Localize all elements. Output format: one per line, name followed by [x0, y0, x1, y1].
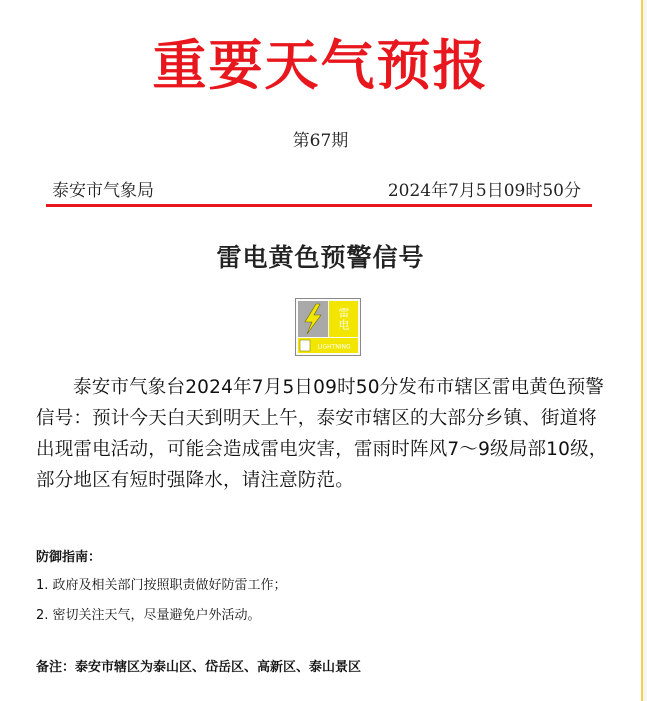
- issue-datetime: 2024年7月5日09时50分: [387, 181, 581, 201]
- guide-item: 2. 密切关注天气，尽量避免户外活动。: [36, 608, 261, 623]
- issuer-name: 泰安市气象局: [52, 181, 154, 201]
- warning-body: 泰安市气象台2024年7月5日09时50分发布市辖区雷电黄色预警信号：预计今天白天到明天上午，泰安市辖区的大部分乡镇、街道将出现雷电活动，可能会造成雷电灾害，雷雨时阵风7〜9级局部10级，部分地区有短时强降水，请注意防范。: [36, 377, 608, 491]
- page-edge: [643, 0, 647, 701]
- guide-item: 1. 政府及相关部门按照职责做好防雷工作；: [36, 578, 287, 593]
- signal-label-en: LIGHTNING: [317, 343, 351, 351]
- signal-label-cn: 雷电: [337, 307, 350, 331]
- guide-heading: 防御指南：: [36, 550, 102, 565]
- header-divider: [46, 204, 592, 207]
- lightning-signal-graphic: [296, 299, 360, 355]
- masthead-title: 重要天气预报: [152, 33, 489, 97]
- lightning-yellow-warning-icon: [295, 298, 361, 356]
- issue-number: 第67期: [292, 131, 349, 151]
- warning-title: 雷电黄色预警信号: [216, 243, 425, 272]
- remark-note: 备注：泰安市辖区为泰山区、岱岳区、高新区、泰山景区: [36, 660, 362, 675]
